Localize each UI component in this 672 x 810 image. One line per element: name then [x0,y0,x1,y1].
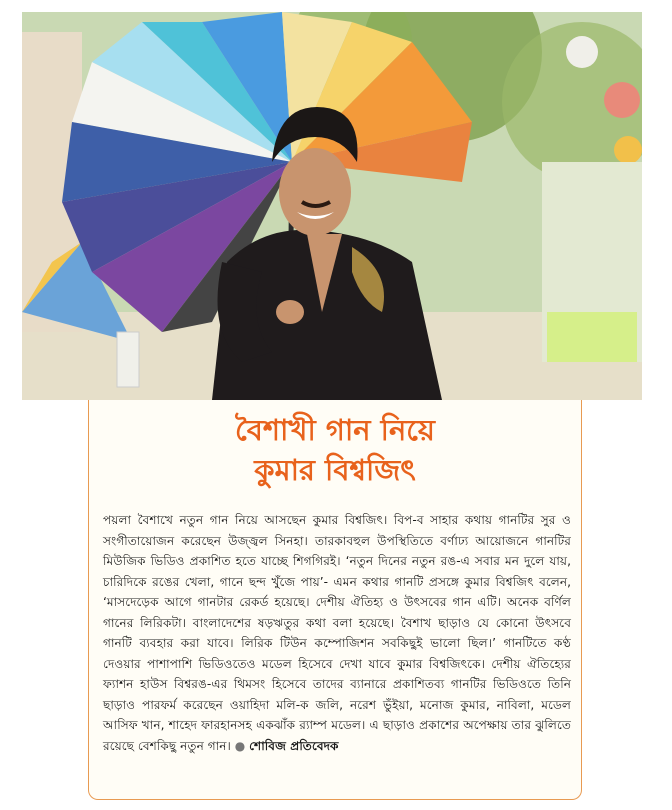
headline-line-1: বৈশাখী গান নিয়ে [234,413,436,447]
photo-illustration [22,12,642,400]
article-body [103,510,571,756]
headline-line-2: কুমার বিশ্বজিৎ [254,453,416,487]
article-body-text: পয়লা বৈশাখে নতুন গান নিয়ে আসছেন কুমার বিশ্বজিৎ। বিপ-ব সাহার কথায় গানটির সুর ও সংগীতায়োজন করেছেন উজ্জ্বল সিনহা। তারকাবহুল উপস্থিতিতে বর্ণাঢ্য আয়োজনে গানটির মিউজিক ভিডিও প্রকাশিত হতে যাচ্ছে শিগগিরই। ‘নতুন দিনের নতুন রঙ-এ সবার মন দুলে যায়, চারিদিকে রঙের খেলা, গানে ছন্দ খুঁজে পায়’- এমন কথার গানটি প্রসঙ্গে কুমার বিশ্বজিৎ বলেন, ‘মাসদেড়েক আগে গানটার রেকর্ড হয়েছে। দেশীয় ঐতিহ্য ও উৎসবের গান এটি। অনেক বর্ণিল গানের লিরিকটা। বাংলাদেশের ষড়ঋতুর কথা বলা হয়েছে। বৈশাখ ছাড়াও যে কোনো উৎসবে গানটি ব্যবহার করা যাবে। লিরিক টিউন কম্পোজিশন সবকিছুই ভালো ছিল।’ গানটিতে কণ্ঠ দেওয়ার পাশাপাশি ভিডিওতেও মডেল হিসেবে দেখা যাবে কুমার বিশ্বজিৎকে। দেশীয় ঐতিহ্যের ফ্যাশন হাউস বিশ্বরঙ-এর থিমসং হিসেবে তাদের ব্যানারে প্রকাশিতব্য গানটির ভিডিওতে তিনি ছাড়াও পারফর্ম করেছেন ওয়াহিদা মলি-ক জলি, নরেশ ভুঁইয়া, মনোজ কুমার, নাবিলা, মডেল আসিফ খান, শাহেদ ফারহানসহ একঝাঁক র‌্যাম্প মডেল। এ ছাড়াও প্রকাশের অপেক্ষায় তার ঝুলিতে রয়েছে বেশকিছু নতুন গান। [103,513,571,753]
byline: শোবিজ প্রতিবেদক [249,738,339,753]
article-photo [22,12,642,400]
byline-bullet-icon: ● [234,738,246,753]
article-box [88,400,582,800]
